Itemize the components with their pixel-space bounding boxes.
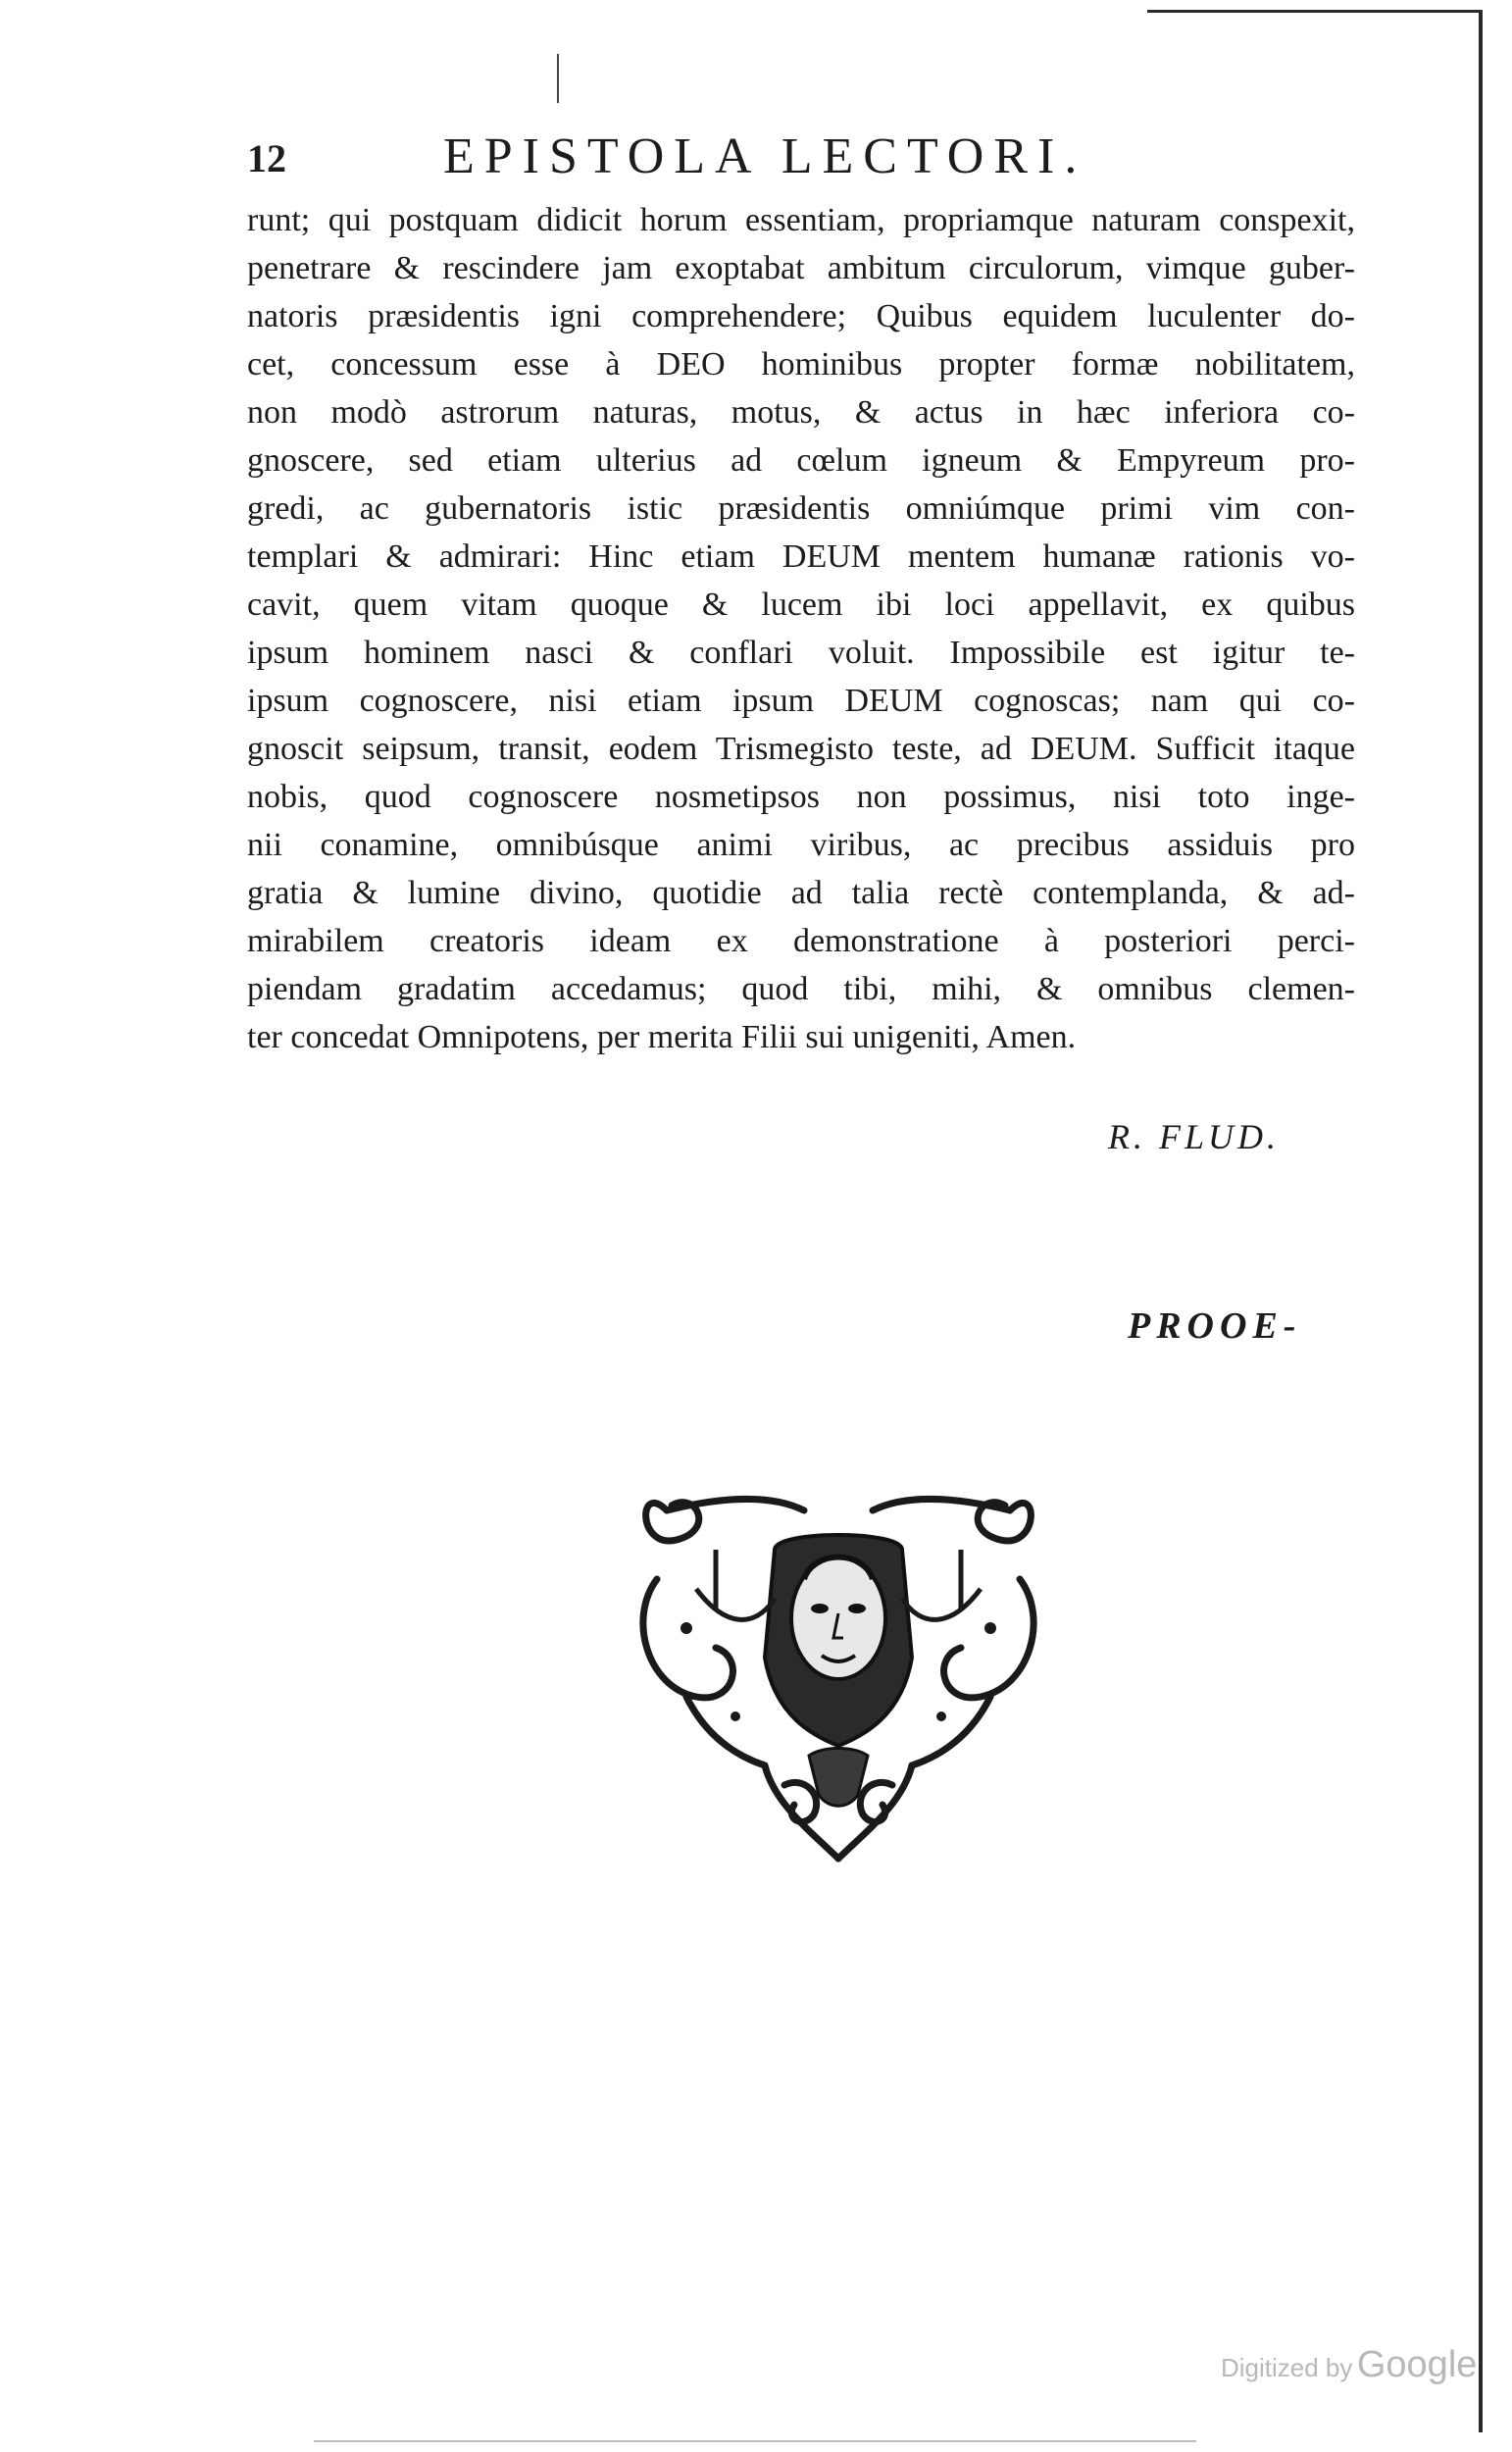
running-title: EPISTOLA LECTORI. <box>443 128 1087 184</box>
page-edge-right <box>1479 10 1483 2432</box>
baroque-tailpiece-icon <box>628 1471 1049 1864</box>
watermark-prefix: Digitized by <box>1221 2353 1353 2382</box>
text-line: runt; qui postquam didicit horum essentiam, propriamque naturam conspexit, <box>247 202 1355 238</box>
running-head <box>247 128 1247 186</box>
text-line: gredi, ac gubernatoris istic præsidentis omniúmque primi vim con- <box>247 490 1355 527</box>
body-text <box>247 196 1355 1059</box>
page-edge-top <box>1147 10 1481 13</box>
text-line: ipsum hominem nasci & conflari voluit. Impossibile est igitur te- <box>247 635 1355 671</box>
text-line: cet, concessum esse à DEO hominibus propter formæ nobilitatem, <box>247 346 1355 383</box>
text-line: gratia & lumine divino, quotidie ad talia rectè contemplanda, & ad- <box>247 875 1355 911</box>
text-line: natoris præsidentis igni comprehendere; Quibus equidem luculenter do- <box>247 298 1355 334</box>
text-line: piendam gradatim accedamus; quod tibi, mihi, & omnibus clemen- <box>247 971 1355 1007</box>
text-line: mirabilem creatoris ideam ex demonstratione à posteriori perci- <box>247 923 1355 959</box>
digitized-by-watermark <box>1221 2344 1477 2386</box>
gutter-mark <box>557 54 559 103</box>
google-logo: Google <box>1356 2344 1478 2385</box>
text-line: nobis, quod cognoscere nosmetipsos non possimus, nisi toto inge- <box>247 779 1355 815</box>
page-number: 12 <box>247 136 286 180</box>
text-line: templari & admirari: Hinc etiam DEUM mentem humanæ rationis vo- <box>247 538 1355 575</box>
catchword: PROOE- <box>1128 1305 1302 1347</box>
text-line: nii conamine, omnibúsque animi viribus, ac precibus assiduis pro <box>247 827 1355 863</box>
text-line: cavit, quem vitam quoque & lucem ibi loci appellavit, ex quibus <box>247 587 1355 623</box>
text-line: gnoscere, sed etiam ulterius ad cœlum igneum & Empyreum pro- <box>247 442 1355 479</box>
text-line: ipsum cognoscere, nisi etiam ipsum DEUM cognoscas; nam qui co- <box>247 683 1355 719</box>
signature: R. FLUD. <box>1108 1117 1280 1156</box>
text-line: ter concedat Omnipotens, per merita Filii sui unigeniti, Amen. <box>247 1019 1077 1055</box>
text-line: gnoscit seipsum, transit, eodem Trismegisto teste, ad DEUM. Sufficit itaque <box>247 731 1355 767</box>
text-line: penetrare & rescindere jam exoptabat ambitum circulorum, vimque guber- <box>247 250 1355 286</box>
bottom-rule <box>314 2440 1196 2442</box>
text-line: non modò astrorum naturas, motus, & actus in hæc inferiora co- <box>247 394 1355 431</box>
